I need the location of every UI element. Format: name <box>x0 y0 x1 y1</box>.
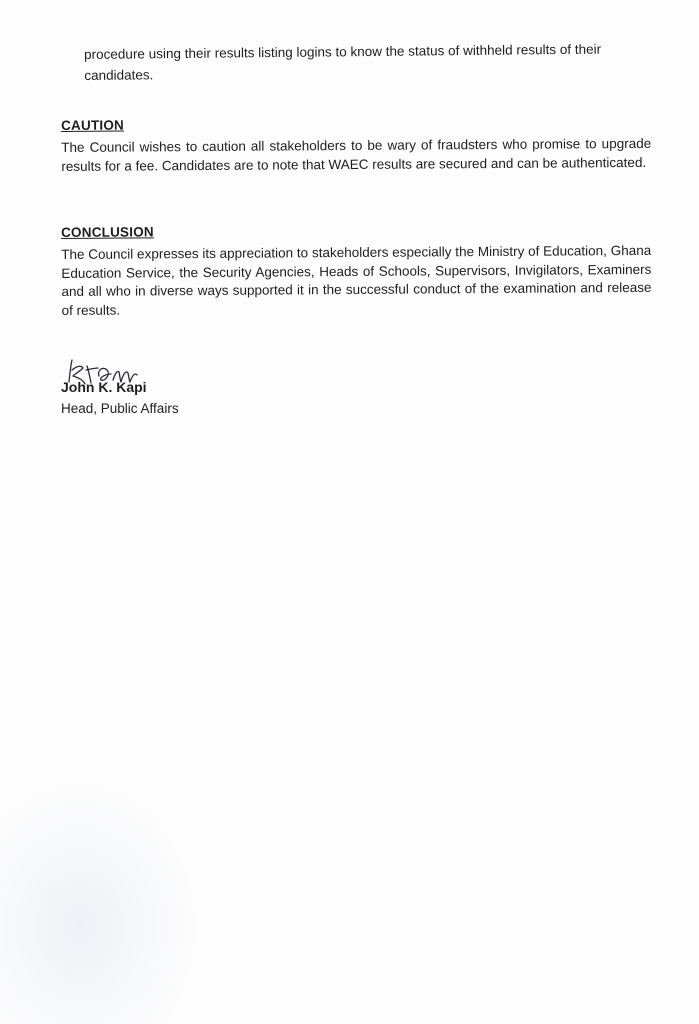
conclusion-heading: CONCLUSION <box>61 224 154 240</box>
caution-section <box>61 113 651 176</box>
scan-artifact <box>0 780 200 1024</box>
caution-heading: CAUTION <box>61 117 125 133</box>
continued-paragraph: procedure using their results listing logins to know the status of withheld results of their candidates. <box>84 41 602 83</box>
signer-title: Head, Public Affairs <box>61 401 179 416</box>
conclusion-text: The Council expresses its appreciation to stakeholders especially the Ministry of Education, Ghana Education Service, the Security Agencies, Heads of Schools, Supervisors, Invigilators, Examiners and all who in diverse ways supported it in the successful conduct of the examination and release of results. <box>61 242 652 318</box>
conclusion-section <box>61 220 652 320</box>
signer-name: John K. Kapi <box>61 379 147 395</box>
caution-text: The Council wishes to caution all stakeholders to be wary of fraudsters who promise to upgrade results for a fee. Candidates are to note that WAEC results are secured and can be authenticated. <box>61 135 652 174</box>
